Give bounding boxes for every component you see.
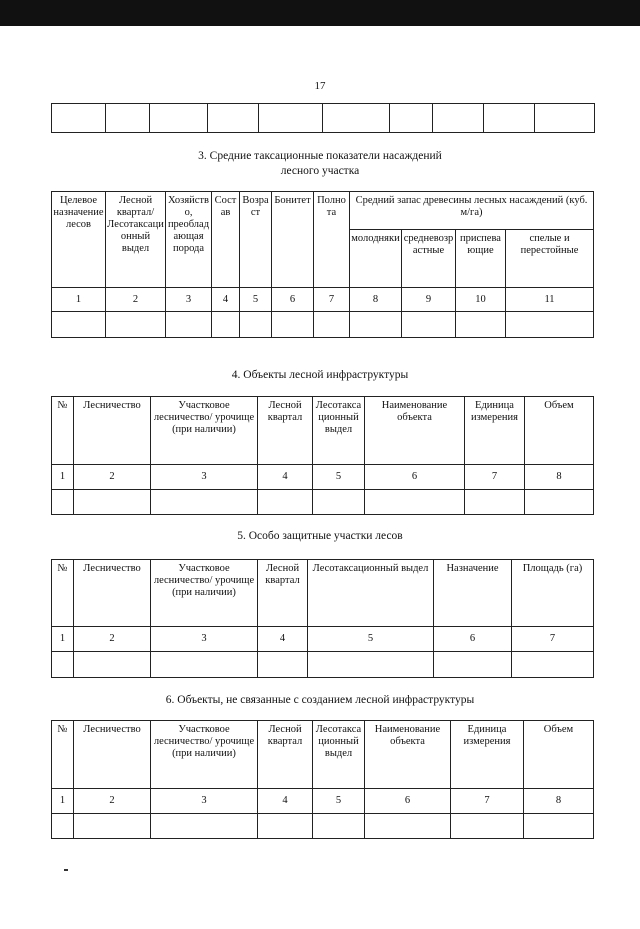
header-area: Площадь (га) (512, 560, 594, 627)
empty-cell (308, 652, 434, 678)
empty-cell (151, 652, 258, 678)
empty-cell (212, 312, 240, 338)
empty-cell (74, 652, 151, 678)
empty-cell (150, 104, 208, 133)
header-district-forestry: Участковое лесничество/ урочище (при наличии) (151, 560, 258, 627)
header-purpose: Назначение (434, 560, 512, 627)
column-number: 8 (524, 789, 594, 814)
section3-title-line1: 3. Средние таксационные показатели насаждений (198, 150, 442, 162)
header-district-forestry: Участковое лесничество/ урочище (при наличии) (151, 721, 258, 789)
empty-cell (258, 652, 308, 678)
header-forestry: Лесничество (74, 560, 151, 627)
subheader-mature: спелые и перестойные (506, 230, 594, 288)
column-number: 6 (365, 789, 451, 814)
section6-title: 6. Объекты, не связанные с созданием лесной инфраструктуры (165, 694, 475, 706)
empty-cell (434, 652, 512, 678)
empty-cell (258, 490, 313, 515)
header-quarter-allotment: Лесной квартал/ Лесотаксационный выдел (106, 192, 166, 288)
scan-top-border (0, 0, 640, 26)
column-number: 7 (451, 789, 524, 814)
empty-cell (535, 104, 595, 133)
empty-cell (525, 490, 594, 515)
empty-cell (451, 814, 524, 839)
header-forest-quarter: Лесной квартал (258, 560, 308, 627)
empty-cell (52, 652, 74, 678)
header-dominant-species: Хозяйство, преобладающая порода (166, 192, 212, 288)
header-volume: Объем (524, 721, 594, 789)
column-number: 1 (52, 288, 106, 312)
section4-title: 4. Объекты лесной инфраструктуры (231, 369, 409, 381)
empty-cell (350, 312, 402, 338)
column-number: 8 (350, 288, 402, 312)
header-forest-quarter: Лесной квартал (258, 397, 313, 465)
empty-cell (484, 104, 535, 133)
empty-cell (106, 104, 150, 133)
column-number: 11 (506, 288, 594, 312)
header-wood-stock: Средний запас древесины лесных насаждений (куб. м/га) (350, 192, 594, 230)
column-number: 6 (272, 288, 314, 312)
empty-cell (74, 490, 151, 515)
empty-cell (365, 490, 465, 515)
empty-cell (52, 814, 74, 839)
column-number: 4 (258, 465, 313, 490)
empty-cell (512, 652, 594, 678)
column-number: 3 (151, 789, 258, 814)
scan-speck (64, 869, 68, 871)
column-number: 3 (151, 627, 258, 652)
empty-cell (365, 814, 451, 839)
header-number: № (52, 721, 74, 789)
empty-cell (313, 814, 365, 839)
empty-cell (166, 312, 212, 338)
column-number: 6 (365, 465, 465, 490)
subheader-middle-aged: средневозрастные (402, 230, 456, 288)
empty-cell (52, 490, 74, 515)
header-composition: Состав (212, 192, 240, 288)
header-number: № (52, 397, 74, 465)
empty-cell (52, 312, 106, 338)
header-forestry: Лесничество (74, 721, 151, 789)
column-number: 7 (512, 627, 594, 652)
column-number: 7 (314, 288, 350, 312)
column-number: 5 (313, 465, 365, 490)
empty-cell (506, 312, 594, 338)
header-unit: Единица измерения (451, 721, 524, 789)
column-number: 2 (106, 288, 166, 312)
empty-cell (323, 104, 390, 133)
empty-cell (314, 312, 350, 338)
page-number: 17 (314, 80, 326, 92)
empty-cell (272, 312, 314, 338)
empty-cell (240, 312, 272, 338)
header-allotment: Лесотаксационный выдел (313, 721, 365, 789)
column-number: 4 (258, 627, 308, 652)
empty-cell (465, 490, 525, 515)
empty-cell (259, 104, 323, 133)
column-number: 4 (258, 789, 313, 814)
subheader-young: молодняки (350, 230, 402, 288)
continuation-table (51, 103, 595, 133)
header-district-forestry: Участковое лесничество/ урочище (при наличии) (151, 397, 258, 465)
header-forestry: Лесничество (74, 397, 151, 465)
section5-table (51, 559, 594, 678)
header-bonitet: Бонитет (272, 192, 314, 288)
column-number: 3 (166, 288, 212, 312)
empty-cell (433, 104, 484, 133)
column-number: 6 (434, 627, 512, 652)
header-forest-quarter: Лесной квартал (258, 721, 313, 789)
column-number: 5 (308, 627, 434, 652)
section3-title (0, 149, 640, 179)
header-allotment: Лесотаксационный выдел (308, 560, 434, 627)
section4-table (51, 396, 594, 515)
column-number: 3 (151, 465, 258, 490)
empty-cell (524, 814, 594, 839)
header-allotment: Лесотаксационный выдел (313, 397, 365, 465)
section5-title: 5. Особо защитные участки лесов (237, 530, 403, 542)
header-density: Полнота (314, 192, 350, 288)
column-number: 4 (212, 288, 240, 312)
column-number: 9 (402, 288, 456, 312)
column-number: 7 (465, 465, 525, 490)
empty-cell (456, 312, 506, 338)
empty-cell (151, 490, 258, 515)
column-number: 1 (52, 627, 74, 652)
empty-cell (313, 490, 365, 515)
column-number: 2 (74, 465, 151, 490)
column-number: 10 (456, 288, 506, 312)
empty-cell (258, 814, 313, 839)
column-number: 5 (313, 789, 365, 814)
subheader-maturing: приспевающие (456, 230, 506, 288)
empty-cell (106, 312, 166, 338)
section3-title-line2: лесного участка (280, 165, 360, 177)
column-number: 2 (74, 627, 151, 652)
column-number: 2 (74, 789, 151, 814)
section3-table (51, 191, 594, 338)
header-number: № (52, 560, 74, 627)
empty-cell (208, 104, 259, 133)
header-target-purpose: Целевое назначение лесов (52, 192, 106, 288)
empty-cell (390, 104, 433, 133)
column-number: 5 (240, 288, 272, 312)
empty-cell (74, 814, 151, 839)
header-unit: Единица измерения (465, 397, 525, 465)
header-object-name: Наименование объекта (365, 397, 465, 465)
empty-cell (151, 814, 258, 839)
header-age: Возраст (240, 192, 272, 288)
column-number: 1 (52, 465, 74, 490)
section6-table (51, 720, 594, 839)
header-object-name: Наименование объекта (365, 721, 451, 789)
header-volume: Объем (525, 397, 594, 465)
column-number: 8 (525, 465, 594, 490)
empty-cell (402, 312, 456, 338)
column-number: 1 (52, 789, 74, 814)
empty-cell (52, 104, 106, 133)
